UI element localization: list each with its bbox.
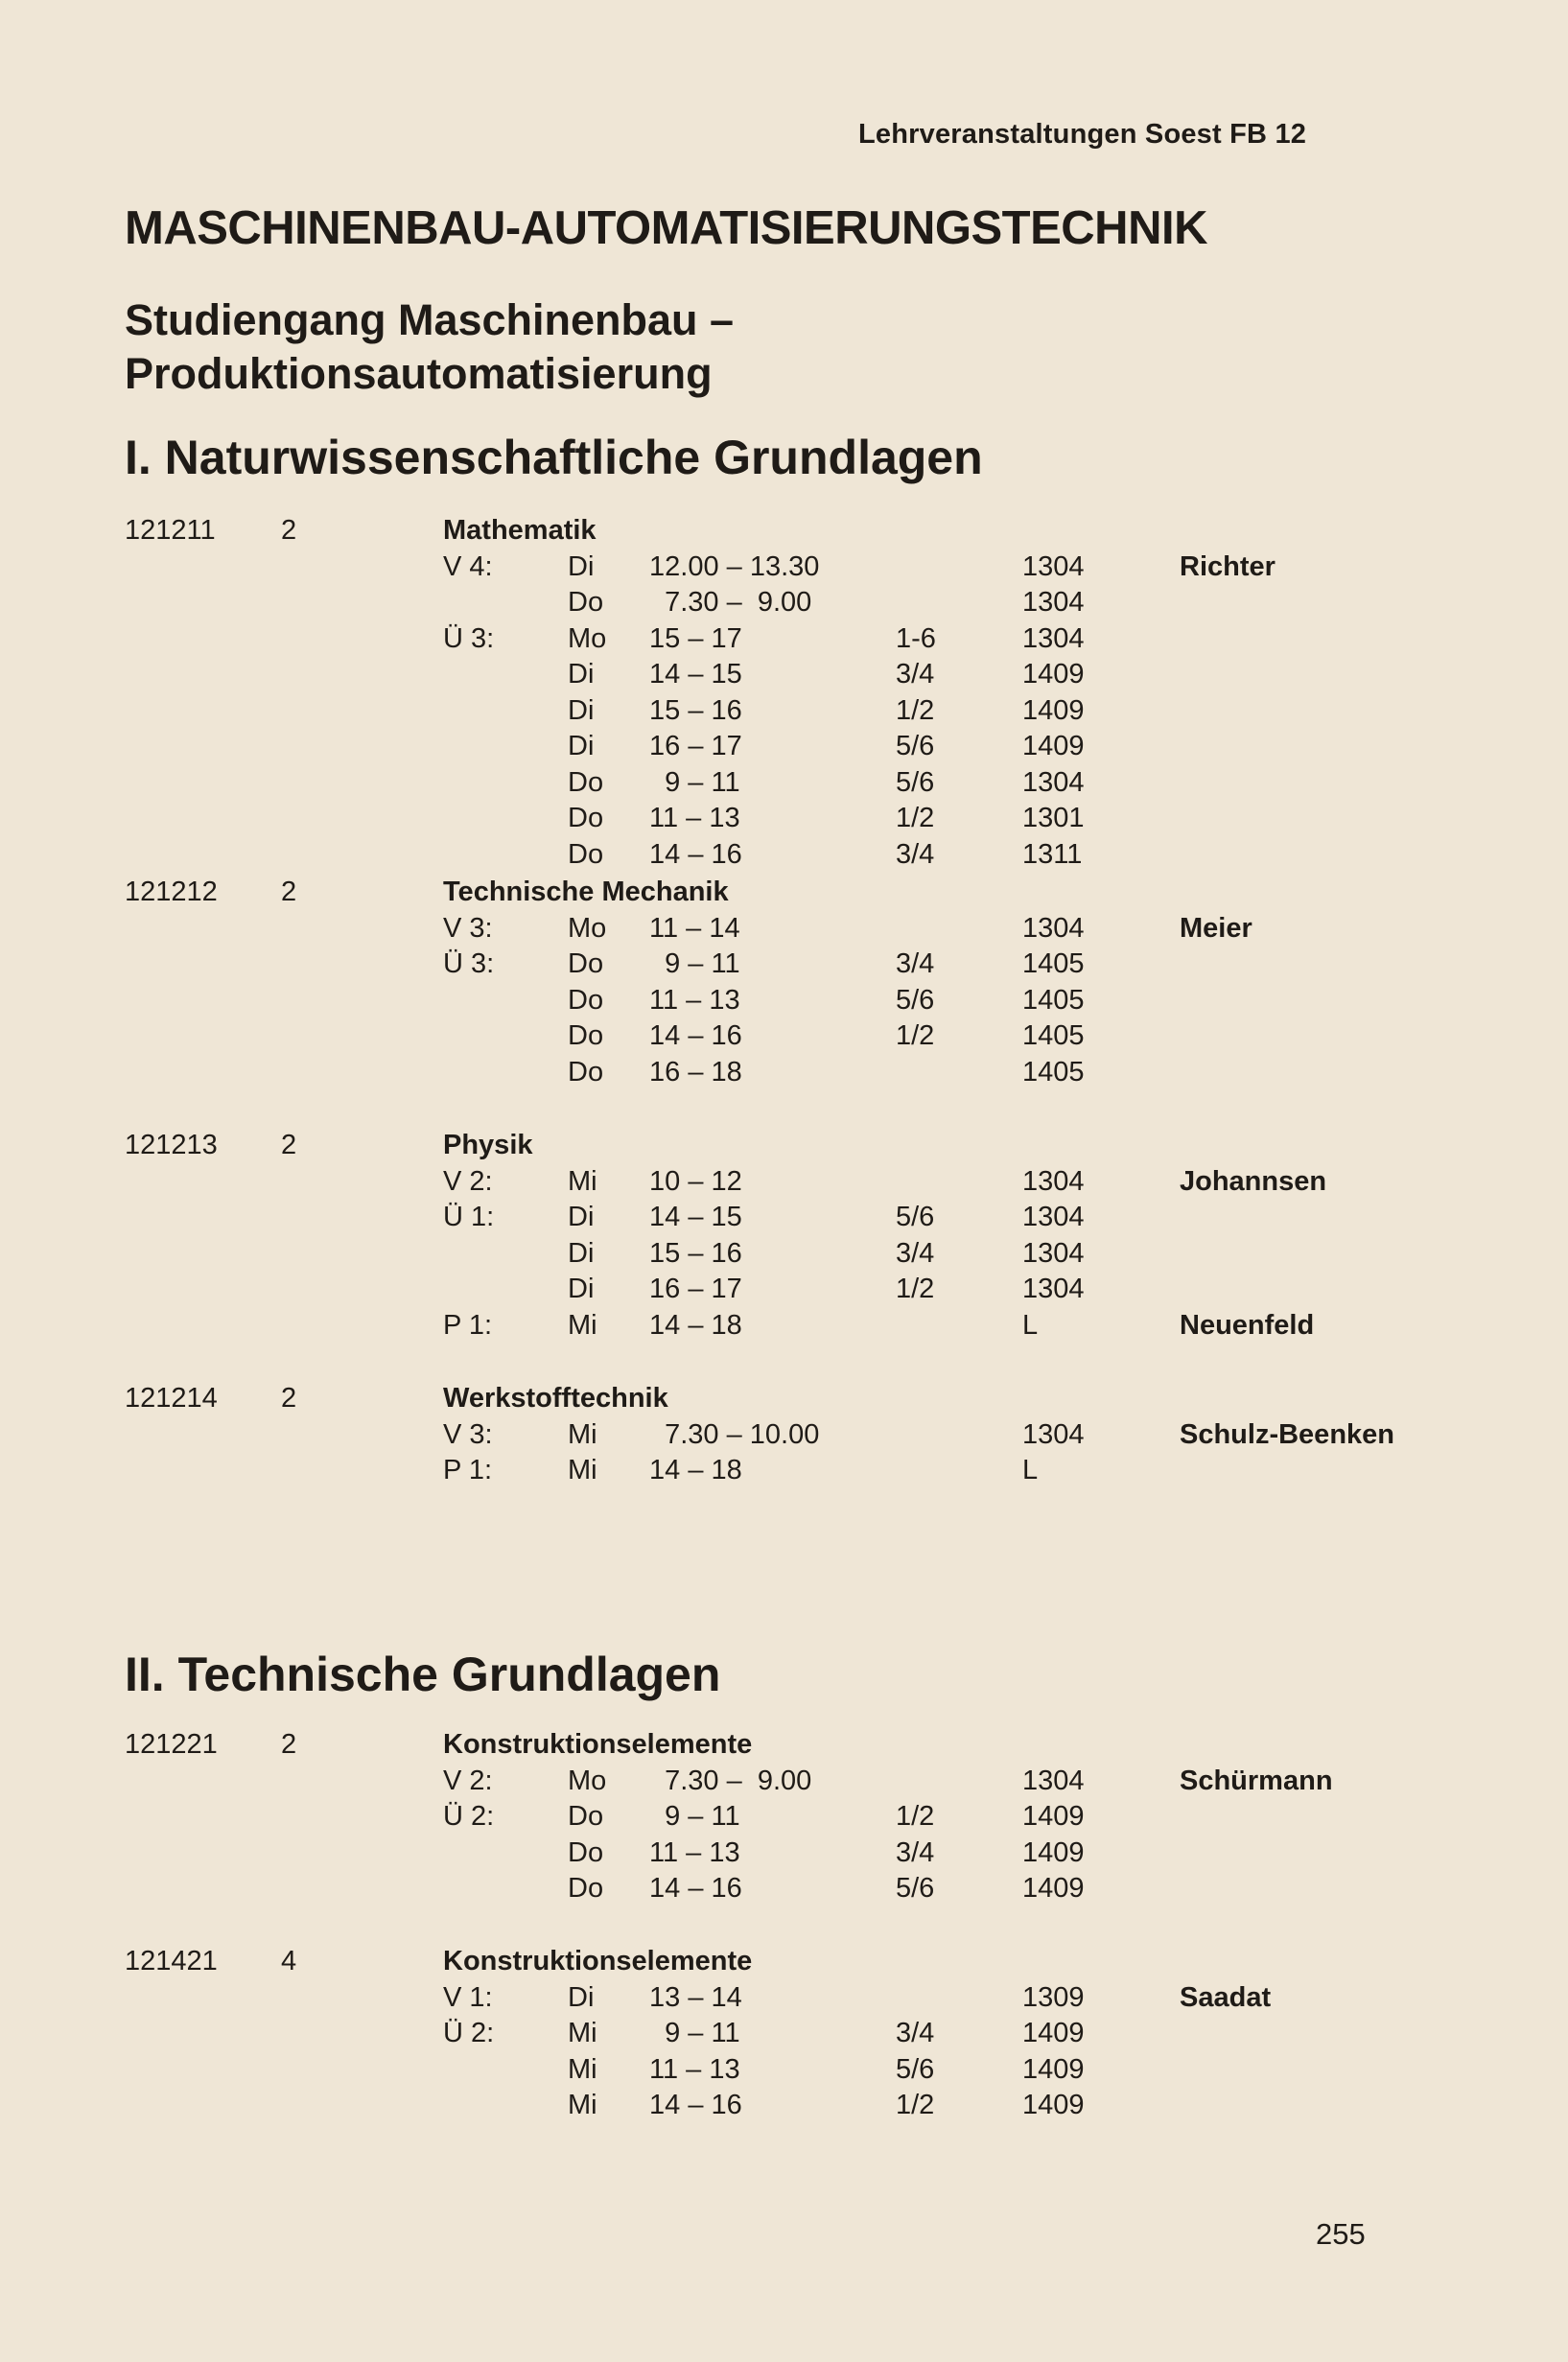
group: 3/4 bbox=[896, 839, 935, 870]
course-number: 121221 bbox=[125, 1729, 218, 1760]
schedule-row bbox=[0, 1801, 1568, 1836]
schedule-row bbox=[0, 1057, 1568, 1092]
weekday: Di bbox=[568, 1238, 595, 1269]
room-number: 1409 bbox=[1022, 2090, 1085, 2120]
course-title: Technische Mechanik bbox=[443, 877, 729, 907]
course-number: 121214 bbox=[125, 1383, 218, 1414]
room-number: 1309 bbox=[1022, 1982, 1085, 2013]
room-number: 1304 bbox=[1022, 1419, 1085, 1450]
time-range: 9 – 11 bbox=[649, 1801, 740, 1832]
room-number: 1405 bbox=[1022, 948, 1085, 979]
room-number: 1304 bbox=[1022, 1202, 1085, 1232]
schedule-row bbox=[0, 1982, 1568, 2018]
group: 3/4 bbox=[896, 948, 935, 979]
weekday: Do bbox=[568, 1057, 604, 1087]
time-range: 9 – 11 bbox=[649, 948, 740, 979]
weekday: Mi bbox=[568, 1455, 597, 1485]
room-number: 1304 bbox=[1022, 1238, 1085, 1269]
weekday: Do bbox=[568, 1020, 604, 1051]
group: 1/2 bbox=[896, 2090, 935, 2120]
session-type: V 3: bbox=[443, 913, 493, 944]
session-type: Ü 2: bbox=[443, 1801, 495, 1832]
time-range: 11 – 14 bbox=[649, 913, 740, 944]
group: 1/2 bbox=[896, 695, 935, 726]
room-number: 1409 bbox=[1022, 1801, 1085, 1832]
weekday: Di bbox=[568, 1274, 595, 1304]
time-range: 11 – 13 bbox=[649, 985, 740, 1016]
time-range: 9 – 11 bbox=[649, 767, 740, 798]
schedule-row bbox=[0, 1419, 1568, 1455]
course-title: Konstruktionselemente bbox=[443, 1946, 753, 1976]
time-range: 16 – 17 bbox=[649, 731, 742, 761]
weekday: Do bbox=[568, 1873, 604, 1904]
weekday: Do bbox=[568, 803, 604, 833]
room-number: L bbox=[1022, 1310, 1039, 1341]
session-type: Ü 3: bbox=[443, 623, 495, 654]
section-title: I. Naturwissenschaftliche Grundlagen bbox=[125, 431, 983, 484]
room-number: 1409 bbox=[1022, 1837, 1085, 1868]
time-range: 16 – 18 bbox=[649, 1057, 742, 1087]
session-type: P 1: bbox=[443, 1455, 493, 1485]
group: 3/4 bbox=[896, 659, 935, 690]
room-number: 1304 bbox=[1022, 1166, 1085, 1197]
group: 5/6 bbox=[896, 731, 935, 761]
group: 3/4 bbox=[896, 2018, 935, 2048]
time-range: 7.30 – 10.00 bbox=[649, 1419, 820, 1450]
room-number: 1409 bbox=[1022, 2054, 1085, 2085]
lecturer-name: Saadat bbox=[1180, 1982, 1272, 2013]
time-range: 11 – 13 bbox=[649, 2054, 740, 2085]
room-number: 1405 bbox=[1022, 1057, 1085, 1087]
page-number: 255 bbox=[1316, 2217, 1366, 2251]
section-title: II. Technische Grundlagen bbox=[125, 1648, 721, 1701]
room-number: 1304 bbox=[1022, 551, 1085, 582]
room-number: 1405 bbox=[1022, 1020, 1085, 1051]
course-title: Konstruktionselemente bbox=[443, 1729, 753, 1760]
room-number: 1405 bbox=[1022, 985, 1085, 1016]
course-title: Werkstofftechnik bbox=[443, 1383, 668, 1414]
program-title bbox=[125, 293, 734, 401]
weekday: Di bbox=[568, 551, 595, 582]
session-type: Ü 1: bbox=[443, 1202, 495, 1232]
group: 1/2 bbox=[896, 1020, 935, 1051]
schedule-row bbox=[0, 1202, 1568, 1237]
time-range: 7.30 – 9.00 bbox=[649, 1766, 812, 1796]
group: 5/6 bbox=[896, 2054, 935, 2085]
weekday: Do bbox=[568, 587, 604, 618]
time-range: 15 – 17 bbox=[649, 623, 742, 654]
weekday: Mi bbox=[568, 1310, 597, 1341]
time-range: 14 – 16 bbox=[649, 2090, 742, 2120]
time-range: 13 – 14 bbox=[649, 1982, 742, 2013]
schedule-row bbox=[0, 731, 1568, 766]
weekday: Do bbox=[568, 1837, 604, 1868]
time-range: 14 – 16 bbox=[649, 1873, 742, 1904]
group: 3/4 bbox=[896, 1837, 935, 1868]
schedule-row bbox=[0, 623, 1568, 659]
time-range: 14 – 16 bbox=[649, 1020, 742, 1051]
time-range: 14 – 15 bbox=[649, 1202, 742, 1232]
schedule-row bbox=[0, 659, 1568, 694]
course-sws: 2 bbox=[281, 1729, 297, 1760]
time-range: 15 – 16 bbox=[649, 695, 742, 726]
schedule-row bbox=[0, 695, 1568, 731]
schedule-row bbox=[0, 1310, 1568, 1345]
time-range: 11 – 13 bbox=[649, 803, 740, 833]
course-title: Mathematik bbox=[443, 515, 597, 546]
program-title-line-1: Studiengang Maschinenbau – bbox=[125, 295, 735, 344]
course-number: 121213 bbox=[125, 1130, 218, 1160]
room-number: 1409 bbox=[1022, 695, 1085, 726]
group: 3/4 bbox=[896, 1238, 935, 1269]
course-sws: 2 bbox=[281, 1130, 297, 1160]
course-sws: 4 bbox=[281, 1946, 297, 1976]
weekday: Mi bbox=[568, 1166, 597, 1197]
lecturer-name: Johannsen bbox=[1180, 1166, 1327, 1197]
time-range: 10 – 12 bbox=[649, 1166, 742, 1197]
lecturer-name: Richter bbox=[1180, 551, 1275, 582]
weekday: Di bbox=[568, 731, 595, 761]
course-sws: 2 bbox=[281, 515, 297, 546]
room-number: 1304 bbox=[1022, 913, 1085, 944]
time-range: 9 – 11 bbox=[649, 2018, 740, 2048]
weekday: Do bbox=[568, 767, 604, 798]
course-number: 121212 bbox=[125, 877, 218, 907]
room-number: 1304 bbox=[1022, 587, 1085, 618]
group: 1-6 bbox=[896, 623, 936, 654]
schedule-row bbox=[0, 1238, 1568, 1274]
session-type: Ü 3: bbox=[443, 948, 495, 979]
schedule-row bbox=[0, 2090, 1568, 2125]
session-type: P 1: bbox=[443, 1310, 493, 1341]
time-range: 16 – 17 bbox=[649, 1274, 742, 1304]
session-type: Ü 2: bbox=[443, 2018, 495, 2048]
schedule-row bbox=[0, 1455, 1568, 1490]
room-number: 1304 bbox=[1022, 767, 1085, 798]
schedule-row bbox=[0, 1873, 1568, 1908]
time-range: 11 – 13 bbox=[649, 1837, 740, 1868]
schedule-row bbox=[0, 551, 1568, 587]
weekday: Mi bbox=[568, 2054, 597, 2085]
schedule-row bbox=[0, 587, 1568, 622]
weekday: Mo bbox=[568, 1766, 607, 1796]
schedule-row bbox=[0, 913, 1568, 948]
room-number: 1304 bbox=[1022, 623, 1085, 654]
weekday: Do bbox=[568, 985, 604, 1016]
weekday: Do bbox=[568, 839, 604, 870]
schedule-row bbox=[0, 1166, 1568, 1202]
schedule-row bbox=[0, 1274, 1568, 1309]
schedule-row bbox=[0, 1837, 1568, 1873]
group: 1/2 bbox=[896, 803, 935, 833]
room-number: 1409 bbox=[1022, 731, 1085, 761]
weekday: Mo bbox=[568, 623, 607, 654]
course-title: Physik bbox=[443, 1130, 533, 1160]
course-number: 121421 bbox=[125, 1946, 218, 1976]
main-title: MASCHINENBAU-AUTOMATISIERUNGSTECHNIK bbox=[125, 202, 1207, 254]
group: 1/2 bbox=[896, 1274, 935, 1304]
weekday: Mi bbox=[568, 2090, 597, 2120]
room-number: L bbox=[1022, 1455, 1039, 1485]
schedule-row bbox=[0, 1020, 1568, 1056]
schedule-row bbox=[0, 2018, 1568, 2053]
room-number: 1409 bbox=[1022, 1873, 1085, 1904]
weekday: Mi bbox=[568, 1419, 597, 1450]
session-type: V 1: bbox=[443, 1982, 493, 2013]
session-type: V 2: bbox=[443, 1766, 493, 1796]
time-range: 14 – 15 bbox=[649, 659, 742, 690]
schedule-row bbox=[0, 2054, 1568, 2090]
group: 5/6 bbox=[896, 767, 935, 798]
time-range: 14 – 18 bbox=[649, 1310, 742, 1341]
lecturer-name: Meier bbox=[1180, 913, 1252, 944]
weekday: Mo bbox=[568, 913, 607, 944]
schedule-row bbox=[0, 767, 1568, 803]
time-range: 12.00 – 13.30 bbox=[649, 551, 820, 582]
room-number: 1301 bbox=[1022, 803, 1085, 833]
session-type: V 3: bbox=[443, 1419, 493, 1450]
weekday: Di bbox=[568, 1202, 595, 1232]
program-title-line-2: Produktionsautomatisierung bbox=[125, 349, 713, 398]
group: 5/6 bbox=[896, 1202, 935, 1232]
weekday: Di bbox=[568, 695, 595, 726]
time-range: 15 – 16 bbox=[649, 1238, 742, 1269]
weekday: Di bbox=[568, 659, 595, 690]
room-number: 1304 bbox=[1022, 1274, 1085, 1304]
lecturer-name: Schürmann bbox=[1180, 1766, 1333, 1796]
lecturer-name: Neuenfeld bbox=[1180, 1310, 1315, 1341]
group: 5/6 bbox=[896, 985, 935, 1016]
course-sws: 2 bbox=[281, 877, 297, 907]
schedule-row bbox=[0, 803, 1568, 838]
running-head: Lehrveranstaltungen Soest FB 12 bbox=[858, 119, 1307, 150]
weekday: Di bbox=[568, 1982, 595, 2013]
weekday: Do bbox=[568, 1801, 604, 1832]
group: 5/6 bbox=[896, 1873, 935, 1904]
lecturer-name: Schulz-Beenken bbox=[1180, 1419, 1394, 1450]
room-number: 1409 bbox=[1022, 659, 1085, 690]
schedule-row bbox=[0, 985, 1568, 1020]
session-type: V 4: bbox=[443, 551, 493, 582]
course-sws: 2 bbox=[281, 1383, 297, 1414]
time-range: 14 – 18 bbox=[649, 1455, 742, 1485]
weekday: Mi bbox=[568, 2018, 597, 2048]
course-number: 121211 bbox=[125, 515, 216, 546]
schedule-row bbox=[0, 1766, 1568, 1801]
time-range: 7.30 – 9.00 bbox=[649, 587, 812, 618]
weekday: Do bbox=[568, 948, 604, 979]
room-number: 1311 bbox=[1022, 839, 1083, 870]
room-number: 1409 bbox=[1022, 2018, 1085, 2048]
group: 1/2 bbox=[896, 1801, 935, 1832]
time-range: 14 – 16 bbox=[649, 839, 742, 870]
session-type: V 2: bbox=[443, 1166, 493, 1197]
room-number: 1304 bbox=[1022, 1766, 1085, 1796]
schedule-row bbox=[0, 948, 1568, 984]
schedule-row bbox=[0, 839, 1568, 875]
